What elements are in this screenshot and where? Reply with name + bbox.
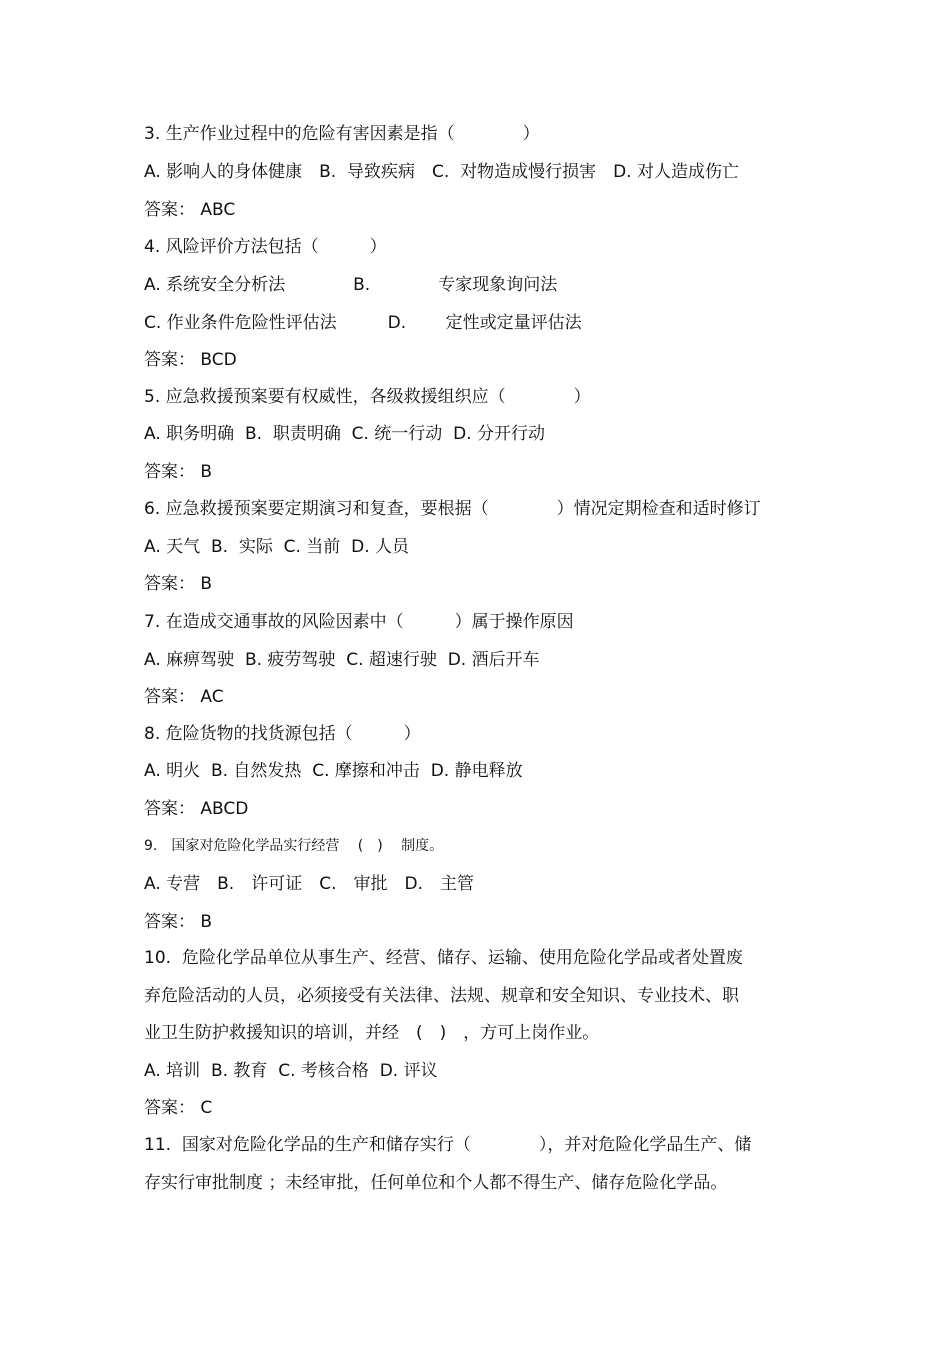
answer-4: 答案： BCD (144, 350, 237, 370)
question-3: 3. 生产作业过程中的危险有害因素是指（ ） (144, 124, 540, 144)
options-5: A. 职务明确 B. 职责明确 C. 统一行动 D. 分开行动 (144, 424, 546, 444)
options-9: A. 专营 B. 许可证 C. 审批 D. 主管 (144, 874, 474, 894)
question-5: 5. 应急救援预案要有权威性，各级救援组织应（ ） (144, 387, 591, 407)
options-7: A. 麻痹驾驶 B. 疲劳驾驶 C. 超速行驶 D. 酒后开车 (144, 650, 540, 670)
options-8: A. 明火 B. 自然发热 C. 摩擦和冲击 D. 静电释放 (144, 761, 523, 781)
question-11-line-2: 存实行审批制度 ；未经审批，任何单位和个人都不得生产、储存危险化学品。 (144, 1173, 728, 1193)
options-10: A. 培训 B. 教育 C. 考核合格 D. 评议 (144, 1061, 438, 1081)
options-6: A. 天气 B. 实际 C. 当前 D. 人员 (144, 537, 410, 557)
options-4-line-2: C. 作业条件危险性评估法 D. 定性或定量评估法 (144, 313, 582, 333)
question-10-line-3: 业卫生防护救援知识的培训，并经 ( ) ，方可上岗作业。 (144, 1023, 600, 1043)
answer-10: 答案： C (144, 1098, 213, 1118)
answer-3: 答案： ABC (144, 200, 236, 220)
answer-8: 答案： ABCD (144, 799, 249, 819)
answer-5: 答案： B (144, 462, 213, 482)
question-10-line-2: 弃危险活动的人员，必须接受有关法律、法规、规章和安全知识、专业技术、职 (144, 986, 739, 1006)
question-4: 4. 风险评价方法包括（ ） (144, 237, 387, 257)
answer-6: 答案： B (144, 574, 213, 594)
options-4-line-1: A. 系统安全分析法 B. 专家现象询问法 (144, 275, 558, 295)
answer-7: 答案： AC (144, 687, 224, 707)
options-3: A. 影响人的身体健康 B. 导致疾病 C. 对物造成慢行损害 D. 对人造成伤亡 (144, 162, 739, 182)
question-11-line-1: 11. 国家对危险化学品的生产和储存实行（ ），并对危险化学品生产、储 (144, 1135, 752, 1155)
question-8: 8. 危险货物的找货源包括（ ） (144, 724, 421, 744)
question-9: 9. 国家对危险化学品实行经营 ( ) 制度。 (144, 838, 444, 854)
answer-9: 答案： B (144, 912, 213, 932)
question-6: 6. 应急救援预案要定期演习和复查，要根据（ ）情况定期检查和适时修订 (144, 499, 761, 519)
question-10-line-1: 10. 危险化学品单位从事生产、经营、储存、运输、使用危险化学品或者处置废 (144, 948, 743, 968)
question-7: 7. 在造成交通事故的风险因素中（ ）属于操作原因 (144, 612, 574, 632)
